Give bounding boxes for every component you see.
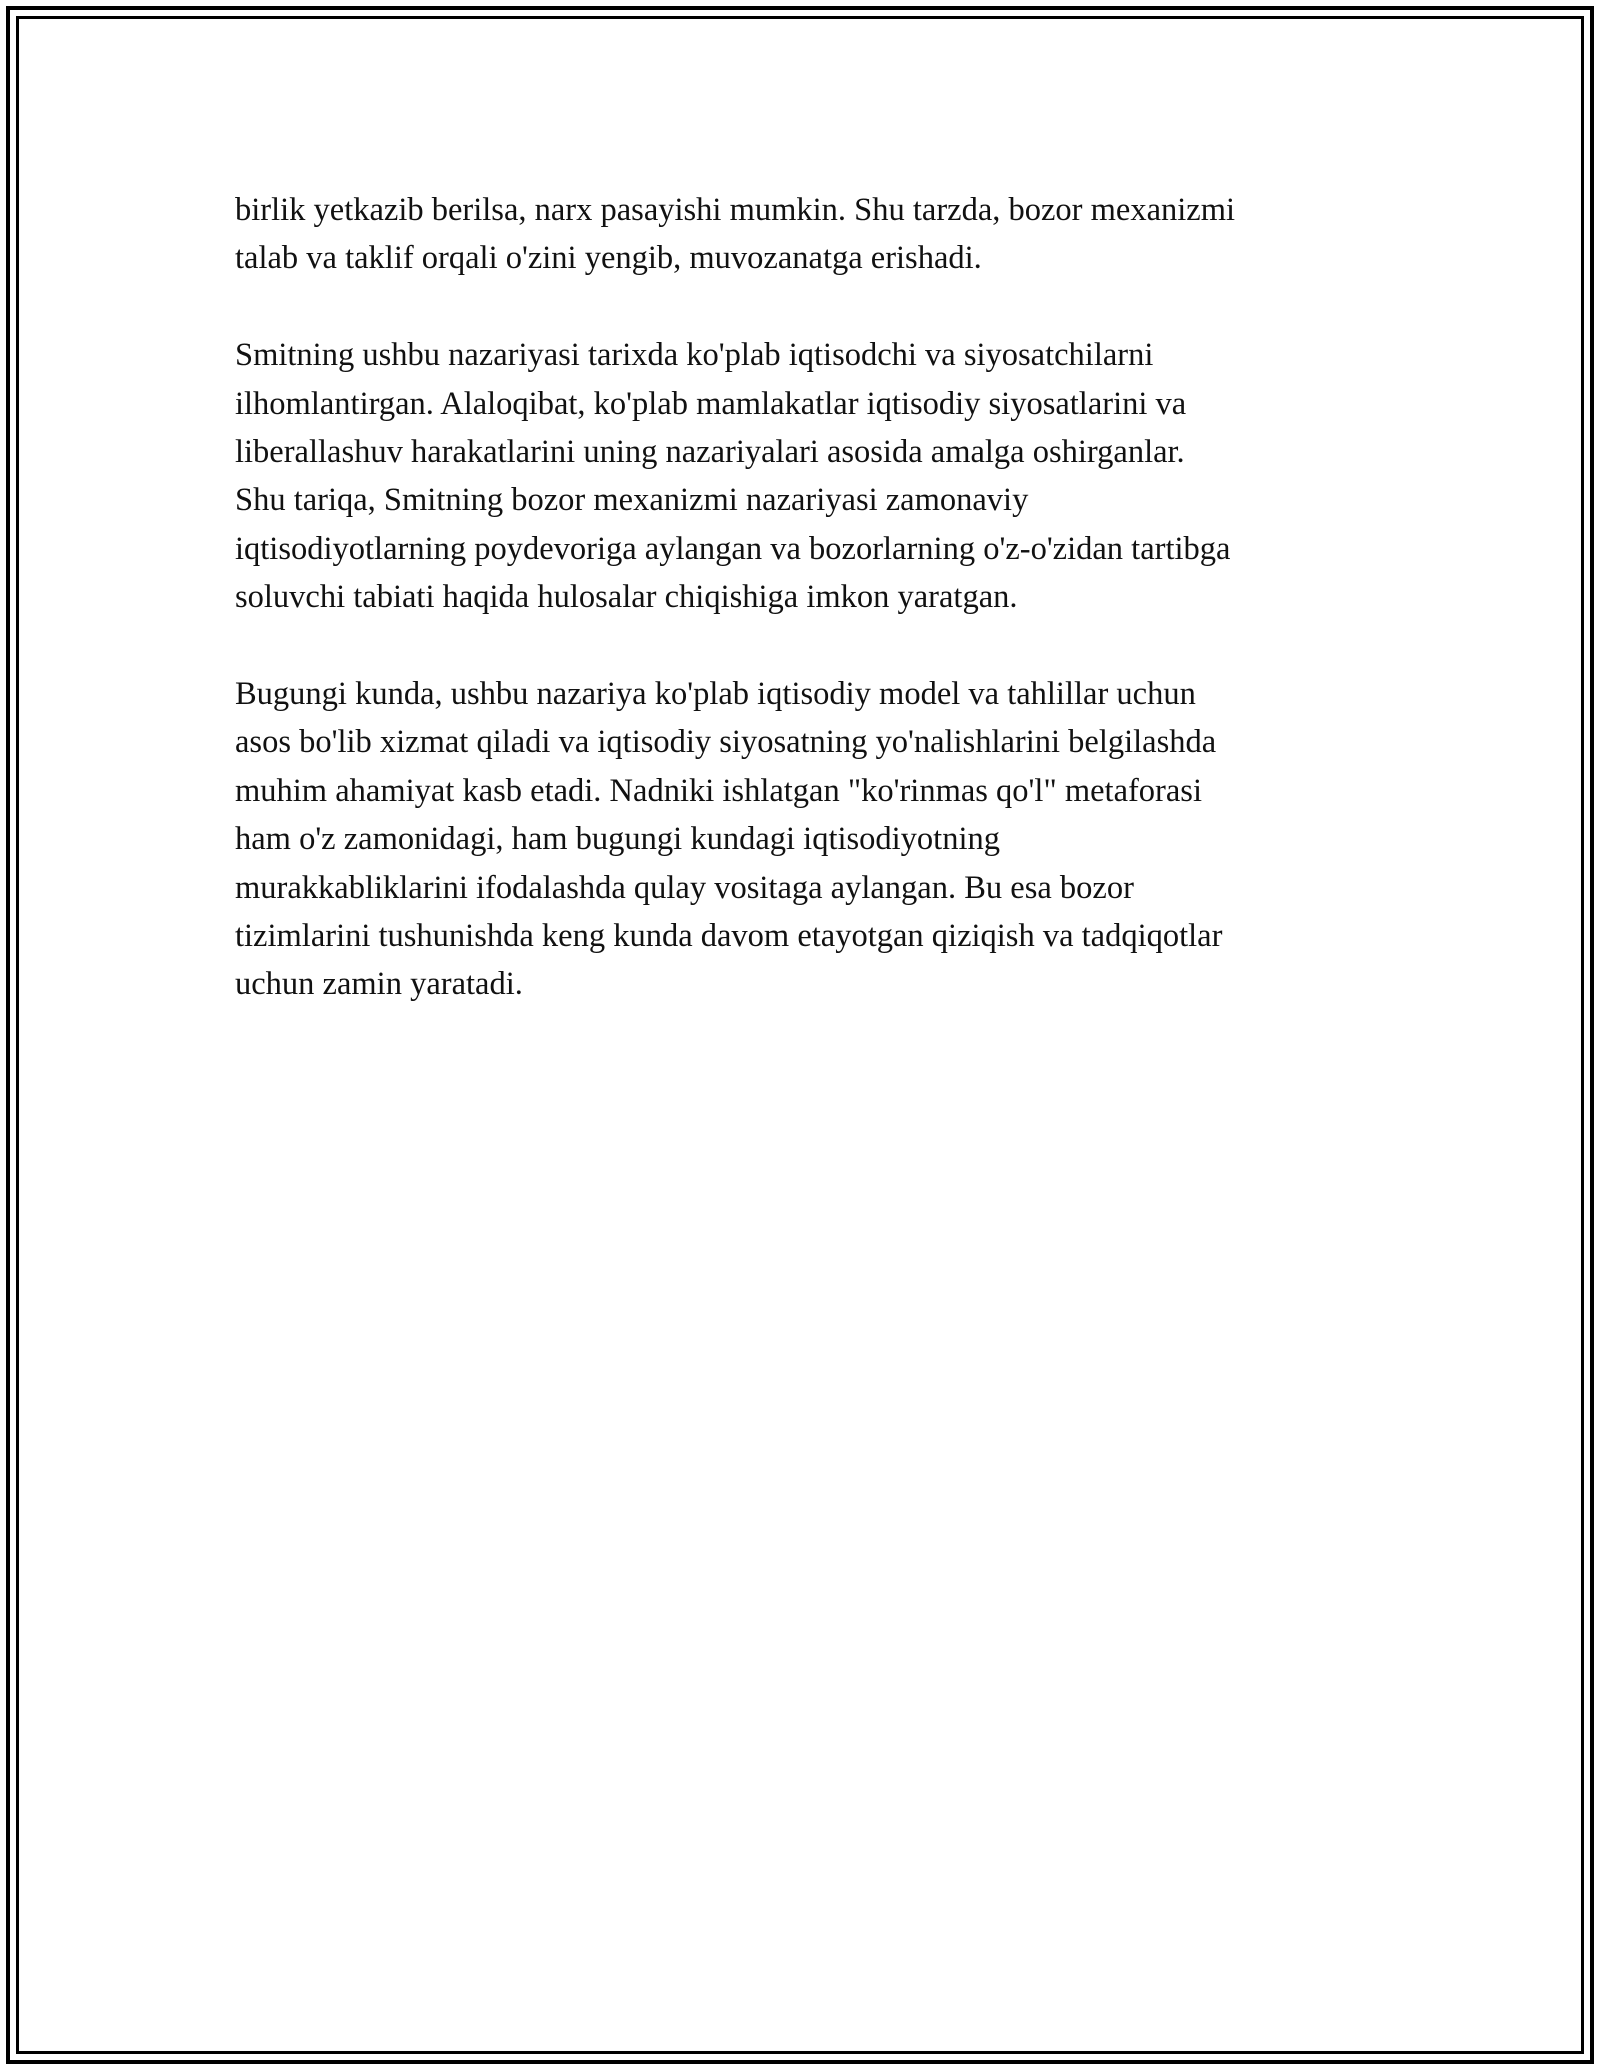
paragraph-3: Bugungi kunda, ushbu nazariya ko'plab iqtisodiy model va tahlillar uchun asos bo'lib xizmat qiladi va iqtisodiy siyosatning yo'nalishlarini belgilashda muhim ahamiyat kasb etadi. Nadniki ishlatgan "ko'rinmas qo'l" metaforasi ham o'z zamonidagi, ham bugungi kundagi iqtisodiyotning murakkabliklarini ifodalashda qulay vositaga aylangan. Bu esa bozor tizimlarini tushunishda keng kunda davom etayotgan qiziqish va tadqiqotlar uchun zamin yaratadi. [235,676,1223,1003]
document-body [235,186,1385,1009]
paragraph-1: birlik yetkazib berilsa, narx pasayishi mumkin. Shu tarzda, bozor mexanizmi talab va taklif orqali o'zini yengib, muvozanatga erishadi. [235,192,1236,277]
paragraph-2: Smitning ushbu nazariyasi tarixda ko'plab iqtisodchi va siyosatchilarni ilhomlantirgan. Alaloqibat, ko'plab mamlakatlar iqtisodiy siyosatlarini va liberallashuv harakatlarini uning nazariyalari asosida amalga oshirganlar. Shu tariqa, Smitning bozor mexanizmi nazariyasi zamonaviy iqtisodiyotlarning poydevoriga aylangan va bozorlarning o'z-o'zidan tartibga soluvchi tabiati haqida hulosalar chiqishiga imkon yaratgan. [235,337,1231,616]
